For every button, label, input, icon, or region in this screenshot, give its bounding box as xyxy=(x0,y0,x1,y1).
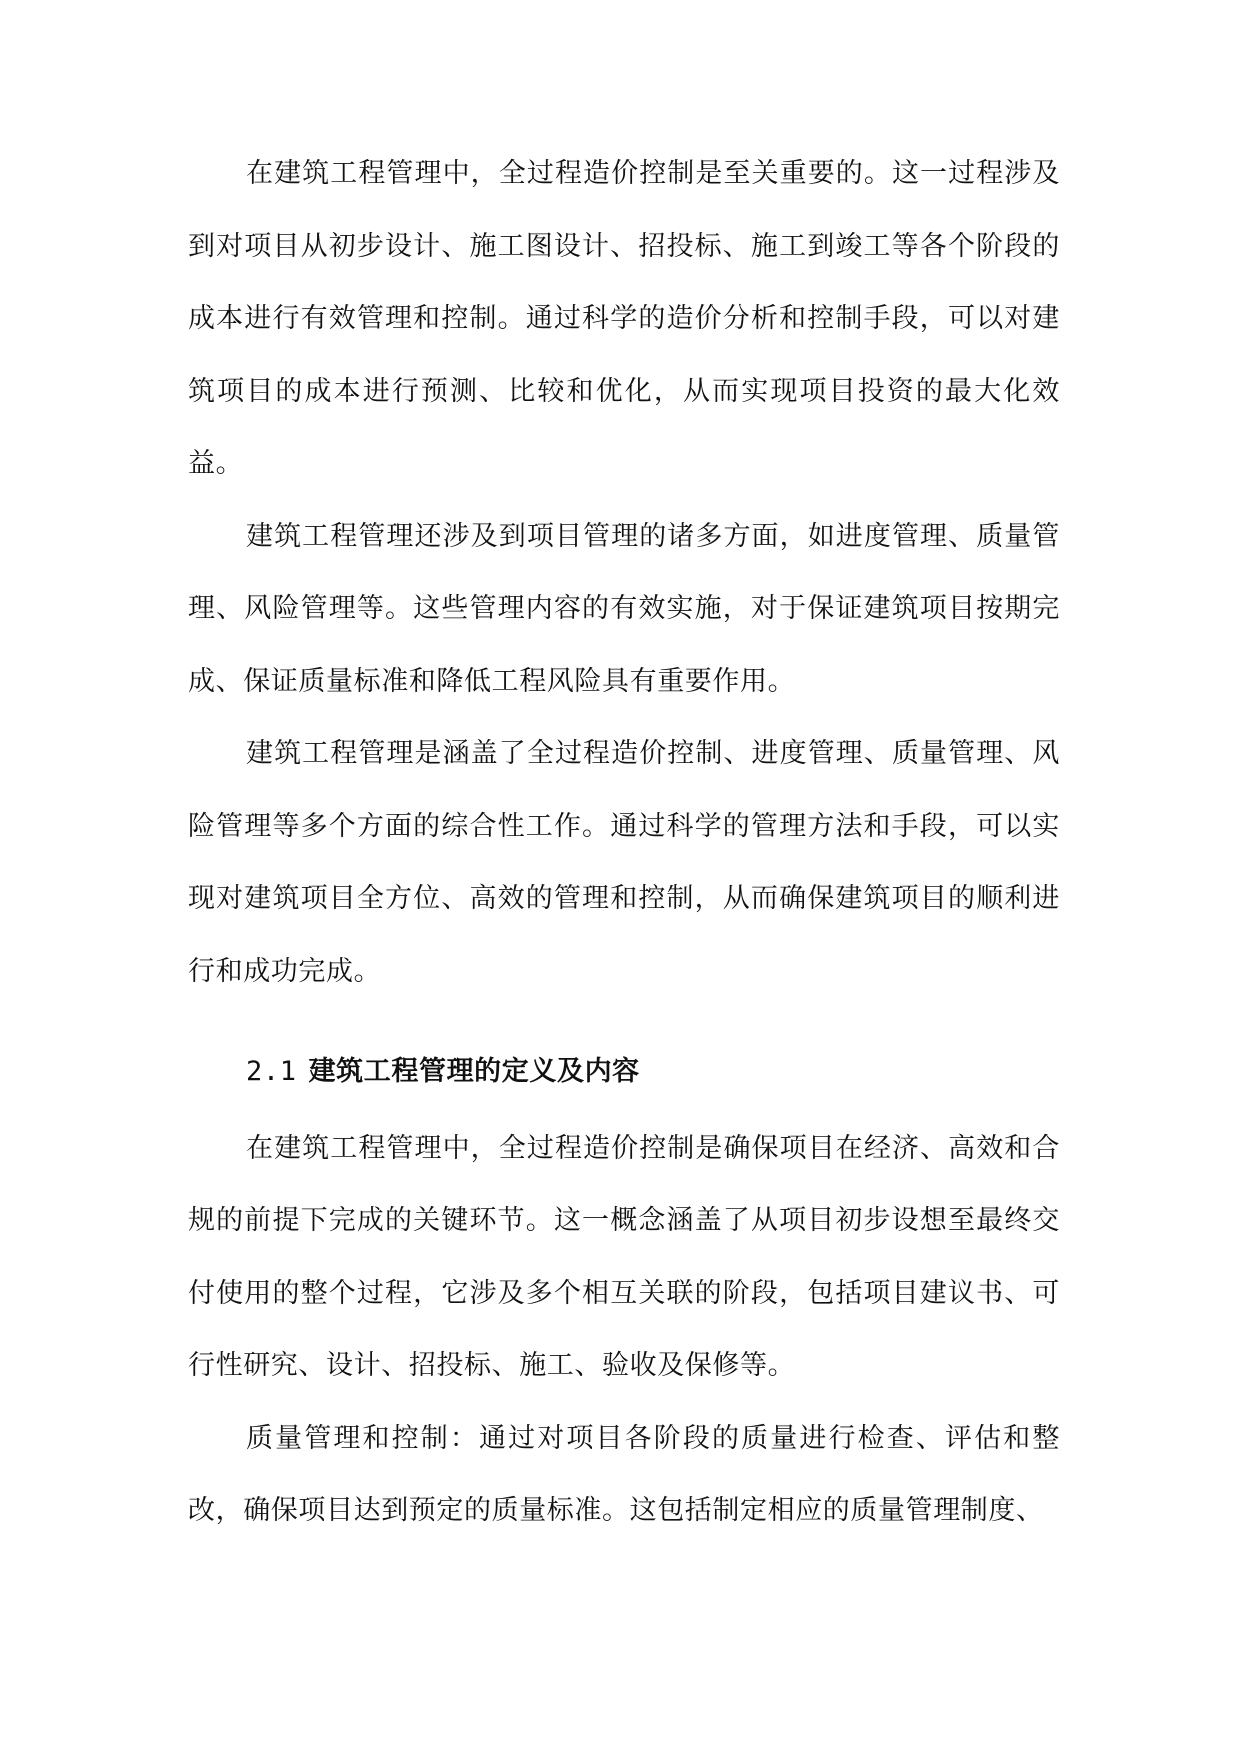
paragraph-comprehensive-work: 建筑工程管理是涵盖了全过程造价控制、进度管理、质量管理、风险管理等多个方面的综合性工作。通过科学的管理方法和手段，可以实现对建筑项目全方位、高效的管理和控制，从而确保建筑项目的顺利进行和成功完成。 xyxy=(188,738,1060,987)
section-heading xyxy=(188,1036,1060,1109)
section-title: 建筑工程管理的定义及内容 xyxy=(308,1056,640,1087)
paragraph-quality-control: 质量管理和控制：通过对项目各阶段的质量进行检查、评估和整改，确保项目达到预定的质量标准。这包括制定相应的质量管理制度、 xyxy=(188,1422,1060,1526)
paragraph-cost-control-overview: 在建筑工程管理中，全过程造价控制是至关重要的。这一过程涉及到对项目从初步设计、施工图设计、招投标、施工到竣工等各个阶段的成本进行有效管理和控制。通过科学的造价分析和控制手段，可以对建筑项目的成本进行预测、比较和优化，从而实现项目投资的最大化效益。 xyxy=(188,158,1060,479)
paragraph-whole-process-definition: 在建筑工程管理中，全过程造价控制是确保项目在经济、高效和合规的前提下完成的关键环节。这一概念涵盖了从项目初步设想至最终交付使用的整个过程，它涉及多个相互关联的阶段，包括项目建议书、可行性研究、设计、招投标、施工、验收及保修等。 xyxy=(188,1132,1060,1381)
document-body xyxy=(188,138,1060,1548)
section-number: 2.1 xyxy=(246,1056,297,1087)
paragraph-project-management-aspects: 建筑工程管理还涉及到项目管理的诸多方面，如进度管理、质量管理、风险管理等。这些管理内容的有效实施，对于保证建筑项目按期完成、保证质量标准和降低工程风险具有重要作用。 xyxy=(188,520,1060,697)
